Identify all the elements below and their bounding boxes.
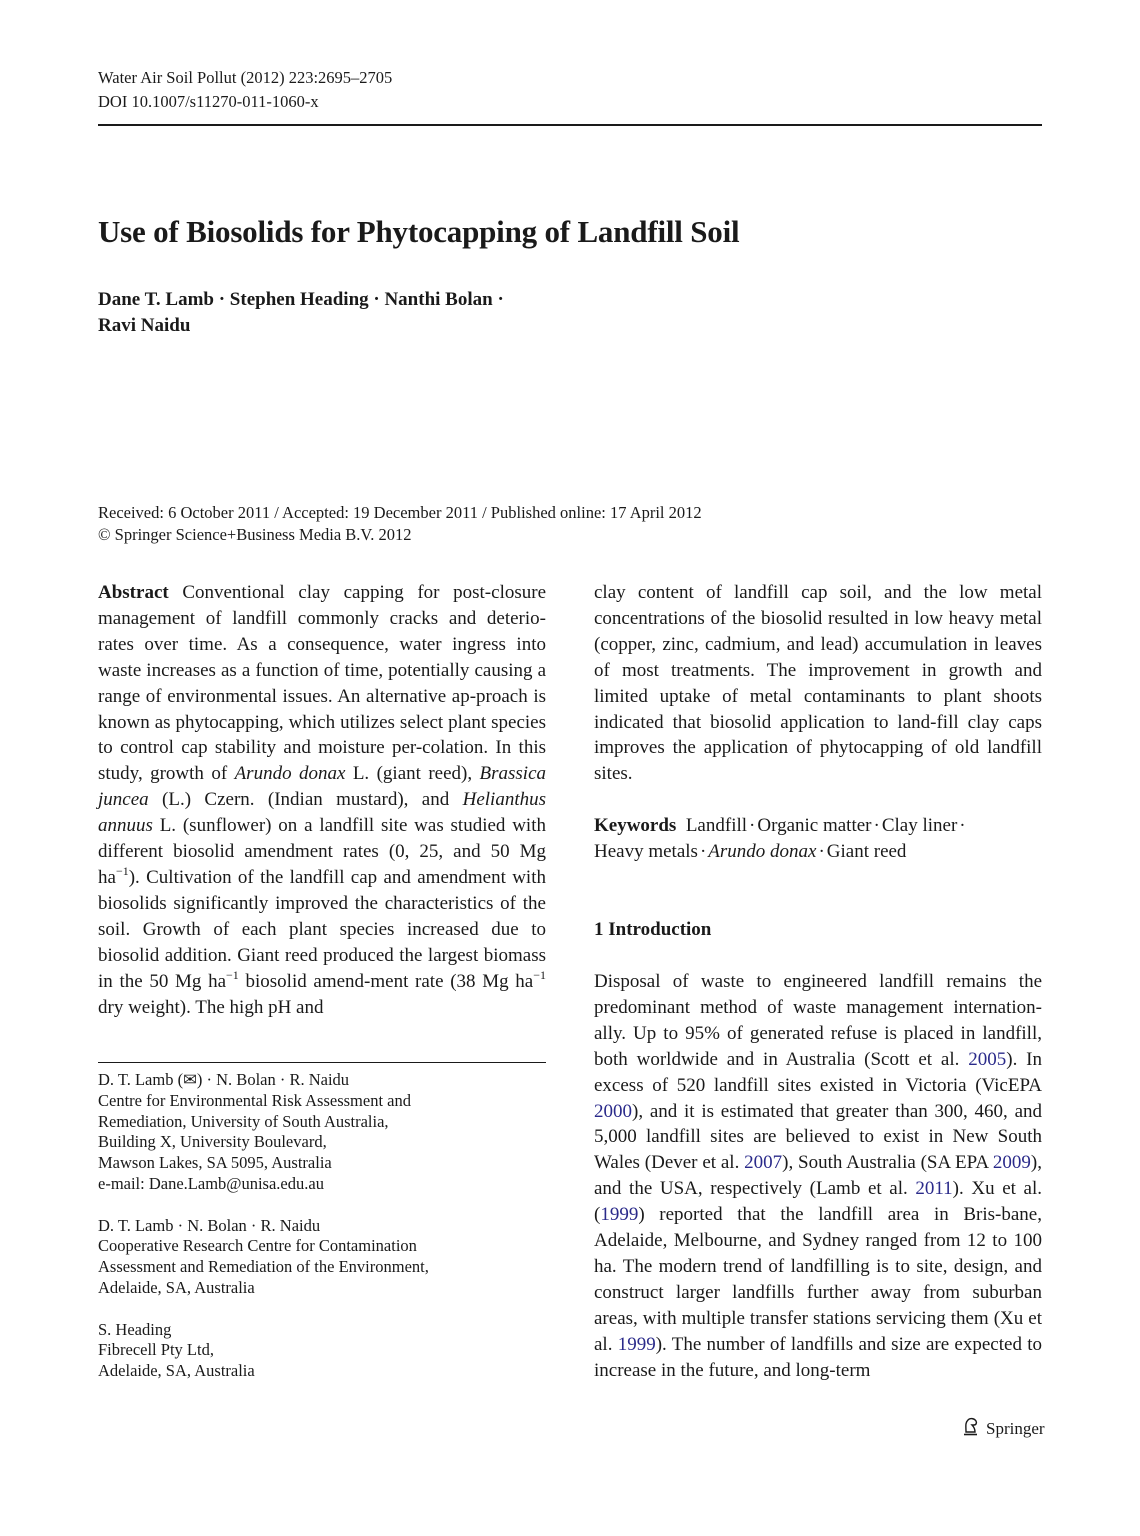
copyright: © Springer Science+Business Media B.V. 2012 <box>98 525 412 544</box>
journal-header <box>98 66 392 114</box>
header-divider <box>98 124 1042 126</box>
species-name: Arundo donax <box>234 763 346 785</box>
publication-dates <box>98 502 702 546</box>
publisher-footer <box>962 1416 1045 1441</box>
left-column <box>98 580 546 1020</box>
doi[interactable]: DOI 10.1007/s11270-011-1060-x <box>98 92 319 111</box>
keyword: Landfill <box>685 815 748 837</box>
keywords: Keywords Landfill · Organic matter · Clay liner · Heavy metals · Arundo donax · Giant reed <box>594 815 966 863</box>
affiliations <box>98 1070 429 1403</box>
springer-knight-icon <box>962 1416 980 1441</box>
abstract: Abstract Conventional clay capping for post-closure management of landfill commonly cracks and deterio-rates over time. As a consequence, water ingress into waste increases as a function of time, potentially causing a range of environmental issues. An alternative ap-proach is known as phytocapping, which utilizes select plant species to control cap stability and moisture per-colation. In this study, growth of Arundo donax L. (giant reed), Brassica juncea (L.) Czern. (Indian mustard), and Helianthus annuus L. (sunflower) on a landfill site was studied with different biosolid amendment rates (0, 25, and 50 Mg $ha^{-1}$). Cultivation of the landfill cap and amendment with biosolids significantly improved the characteristics of the soil. Growth of each plant species increased due to biosolid addition. Giant reed produced the largest biomass in the 50 Mg $ha^{-1}$ biosolid amend-ment rate (38 Mg $ha^{-1}$ dry weight). The high pH and <box>98 582 546 1018</box>
section-heading-introduction: 1 Introduction <box>594 919 712 941</box>
keyword: Heavy metals <box>594 841 698 863</box>
keyword: Arundo donax <box>708 841 817 863</box>
affiliation-2: D. T. Lamb · N. Bolan · R. Naidu Cooperative Research Centre for Contamination Assessment and Remediation of the Environment, Adelaide, SA, Australia <box>98 1215 429 1297</box>
affiliation-names: D. T. Lamb · N. Bolan · R. Naidu <box>98 1215 321 1235</box>
publisher-name: Springer <box>986 1418 1045 1438</box>
right-column <box>594 580 1042 1383</box>
abstract-label: Abstract <box>98 582 169 603</box>
abstract-continued: clay content of landfill cap soil, and the low metal concentrations of the biosolid resulted in low heavy metal (copper, zinc, cadmium, and lead) accumulation in leaves of most treatments. The improvement in growth and limited uptake of metal contaminants to plant shoots indicated that biosolid application to land-fill clay caps improves the application of phytocapping of old landfill sites. <box>594 582 1042 785</box>
citation-link[interactable]: 2011 <box>915 1178 953 1200</box>
citation-link[interactable]: 2007 <box>744 1152 783 1174</box>
journal-citation: Water Air Soil Pollut (2012) 223:2695–2705 <box>98 68 393 87</box>
affiliation-names: S. Heading <box>98 1319 172 1339</box>
affiliation-3: S. Heading Fibrecell Pty Ltd, Adelaide, SA, Australia <box>98 1320 429 1382</box>
species-name: Brassica juncea <box>98 763 546 811</box>
author-email[interactable]: e-mail: Dane.Lamb@unisa.edu.au <box>98 1173 324 1193</box>
citation-link[interactable]: 1999 <box>600 1204 639 1226</box>
affiliation-divider <box>98 1062 546 1063</box>
authors-line-2: Ravi Naidu <box>98 315 191 336</box>
species-name: Helianthus annuus <box>98 789 546 837</box>
keyword: Clay liner <box>881 815 958 837</box>
article-title: Use of Biosolids for Phytocapping of Landfill Soil <box>98 214 740 249</box>
affiliation-names: D. T. Lamb (✉) · N. Bolan · R. Naidu <box>98 1070 350 1089</box>
authors-line-1: Dane T. Lamb · Stephen Heading · Nanthi Bolan · <box>98 289 504 310</box>
citation-link[interactable]: 2000 <box>594 1100 632 1122</box>
keyword: Giant reed <box>826 841 907 863</box>
introduction-paragraph: Disposal of waste to engineered landfill remains the predominant method of waste management internation-ally. Up to 95% of generated refuse is placed in landfill, both worldwide and in Australia (Scott et al. 2005). In excess of 520 landfill sites existed in Victoria (VicEPA 2000), and it is estimated that greater than 300, 460, and 5,000 landfill sites are believed to exist in New South Wales (Dever et al. 2007), South Australia (SA EPA 2009), and the USA, respectively (Lamb et al. 2011). Xu et al. (1999) reported that the landfill area in Bris-bane, Adelaide, Melbourne, and Sydney ranged from 12 to 100 ha. The modern trend of landfilling is to site, design, and construct larger landfills further away from suburban areas, with multiple transfer stations servicing them (Xu et al. 1999). The number of landfills and size are expected to increase in the future, and long-term <box>594 970 1043 1381</box>
citation-link[interactable]: 1999 <box>617 1333 656 1355</box>
affiliation-1: D. T. Lamb (✉) · N. Bolan · R. Naidu Centre for Environmental Risk Assessment and Remediation, University of South Australia, Building X, University Boulevard, Mawson Lakes, SA 5095, Australia e-mail: Dane.Lamb@unisa.edu.au <box>98 1070 429 1195</box>
citation-link[interactable]: 2005 <box>968 1048 1007 1070</box>
keywords-label: Keywords <box>594 815 677 837</box>
citation-link[interactable]: 2009 <box>992 1152 1031 1174</box>
history-dates: Received: 6 October 2011 / Accepted: 19 December 2011 / Published online: 17 April 2012 <box>98 503 702 522</box>
author-list <box>98 287 504 339</box>
keyword: Organic matter <box>757 815 872 837</box>
